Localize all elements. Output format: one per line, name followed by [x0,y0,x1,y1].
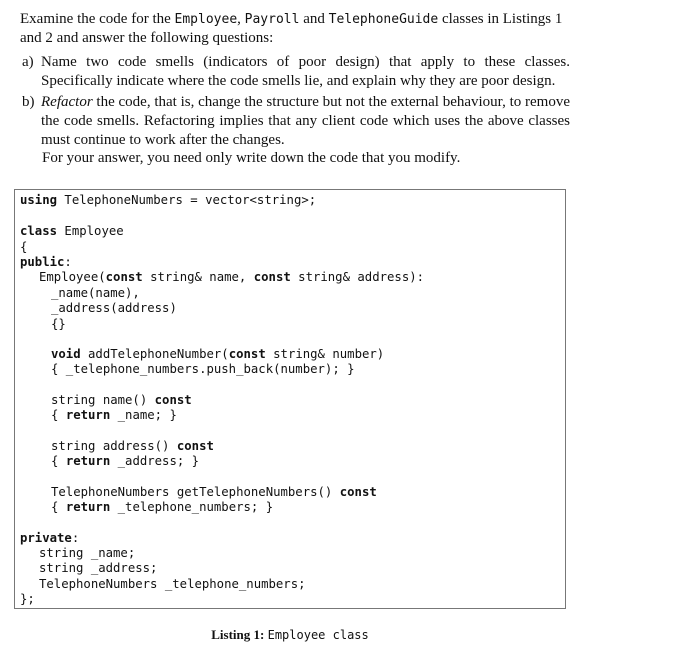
code-keyword: using [20,193,58,207]
code-text: _telephone_numbers; } [110,500,274,514]
question-b-note: For your answer, you need only write down the code that you modify. [42,150,461,166]
code-line-12 [51,408,177,423]
code-text: TelephoneNumbers getTelephoneNumbers() [51,485,340,499]
question-b [22,93,570,150]
code-text: _address; } [110,454,200,468]
class-name-telephone-guide: TelephoneGuide [328,12,439,27]
code-keyword: const [339,485,377,499]
intro-text-1: Examine the code for the [20,11,175,27]
code-line-10: { _telephone_numbers.push_back(number); } [51,362,355,376]
code-keyword: public [20,255,65,269]
code-text: : [71,531,80,545]
question-b-label: b) [22,94,35,110]
code-text: _name; } [110,408,177,422]
code-text: string address() [51,439,177,453]
code-line-5 [39,270,424,285]
code-keyword: return [65,454,111,468]
code-text: string name() [51,393,155,407]
question-a-text: Name two code smells (indicators of poor design) that apply to these classes. Specifically indicate where the code smells lie, and explain why they are poor design. [41,54,570,89]
code-keyword: const [154,393,192,407]
code-text: addTelephoneNumber( [80,347,229,361]
code-line-14 [51,454,199,469]
code-keyword: return [65,408,111,422]
code-line-20: TelephoneNumbers _telephone_numbers; [39,577,306,591]
code-keyword: const [228,347,266,361]
intro-text-4: classes in Listings 1 and 2 and answer the following questions: [20,11,563,46]
code-text: TelephoneNumbers = vector<string>; [57,193,317,207]
code-line-8: {} [51,317,66,331]
code-text: Employee [57,224,124,238]
code-text: { [51,408,66,422]
code-text: string& address): [290,270,425,284]
code-keyword: void [51,347,81,361]
question-b-term: Refactor [41,94,93,110]
code-line-15 [51,485,377,500]
code-text: { [51,500,66,514]
code-keyword: const [176,439,214,453]
intro-paragraph [20,10,575,48]
code-listing [14,189,566,609]
code-line-16 [51,500,273,515]
code-text: : [64,255,72,269]
code-keyword: return [65,500,111,514]
code-line-4 [20,255,72,270]
code-text: Employee( [39,270,106,284]
class-name-employee: Employee [174,12,238,27]
code-line-11 [51,393,192,408]
code-line-13 [51,439,214,454]
code-line-9 [51,347,384,362]
code-line-21: }; [20,592,35,606]
listing-caption-text: Employee class [267,628,369,642]
code-text: string& name, [142,270,254,284]
code-keyword: private [20,531,72,545]
question-a [22,53,570,91]
listing-caption-label: Listing 1: [211,627,265,642]
code-line-17 [20,531,79,546]
code-keyword: const [105,270,143,284]
code-text: string& number) [265,347,385,361]
code-line-2 [20,224,124,239]
code-keyword: const [253,270,291,284]
code-line-7: _address(address) [51,301,177,315]
question-b-text [41,93,570,150]
code-line-19: string _address; [39,561,158,575]
intro-text-3: and [299,11,329,27]
code-line-1 [20,193,316,208]
code-line-3: { [20,240,28,254]
question-b-body: the code, that is, change the structure but not the external behaviour, to remove the code smells. Refactoring implies that any client code which uses the above classes must continue to work after the changes. [41,94,570,148]
code-line-18: string _name; [39,546,136,560]
code-text: { [51,454,66,468]
class-name-payroll: Payroll [244,12,300,27]
listing-caption [0,627,580,643]
intro-text-2: , [237,11,245,27]
code-keyword: class [20,224,58,238]
code-line-6: _name(name), [51,286,140,300]
question-a-label: a) [22,54,34,70]
